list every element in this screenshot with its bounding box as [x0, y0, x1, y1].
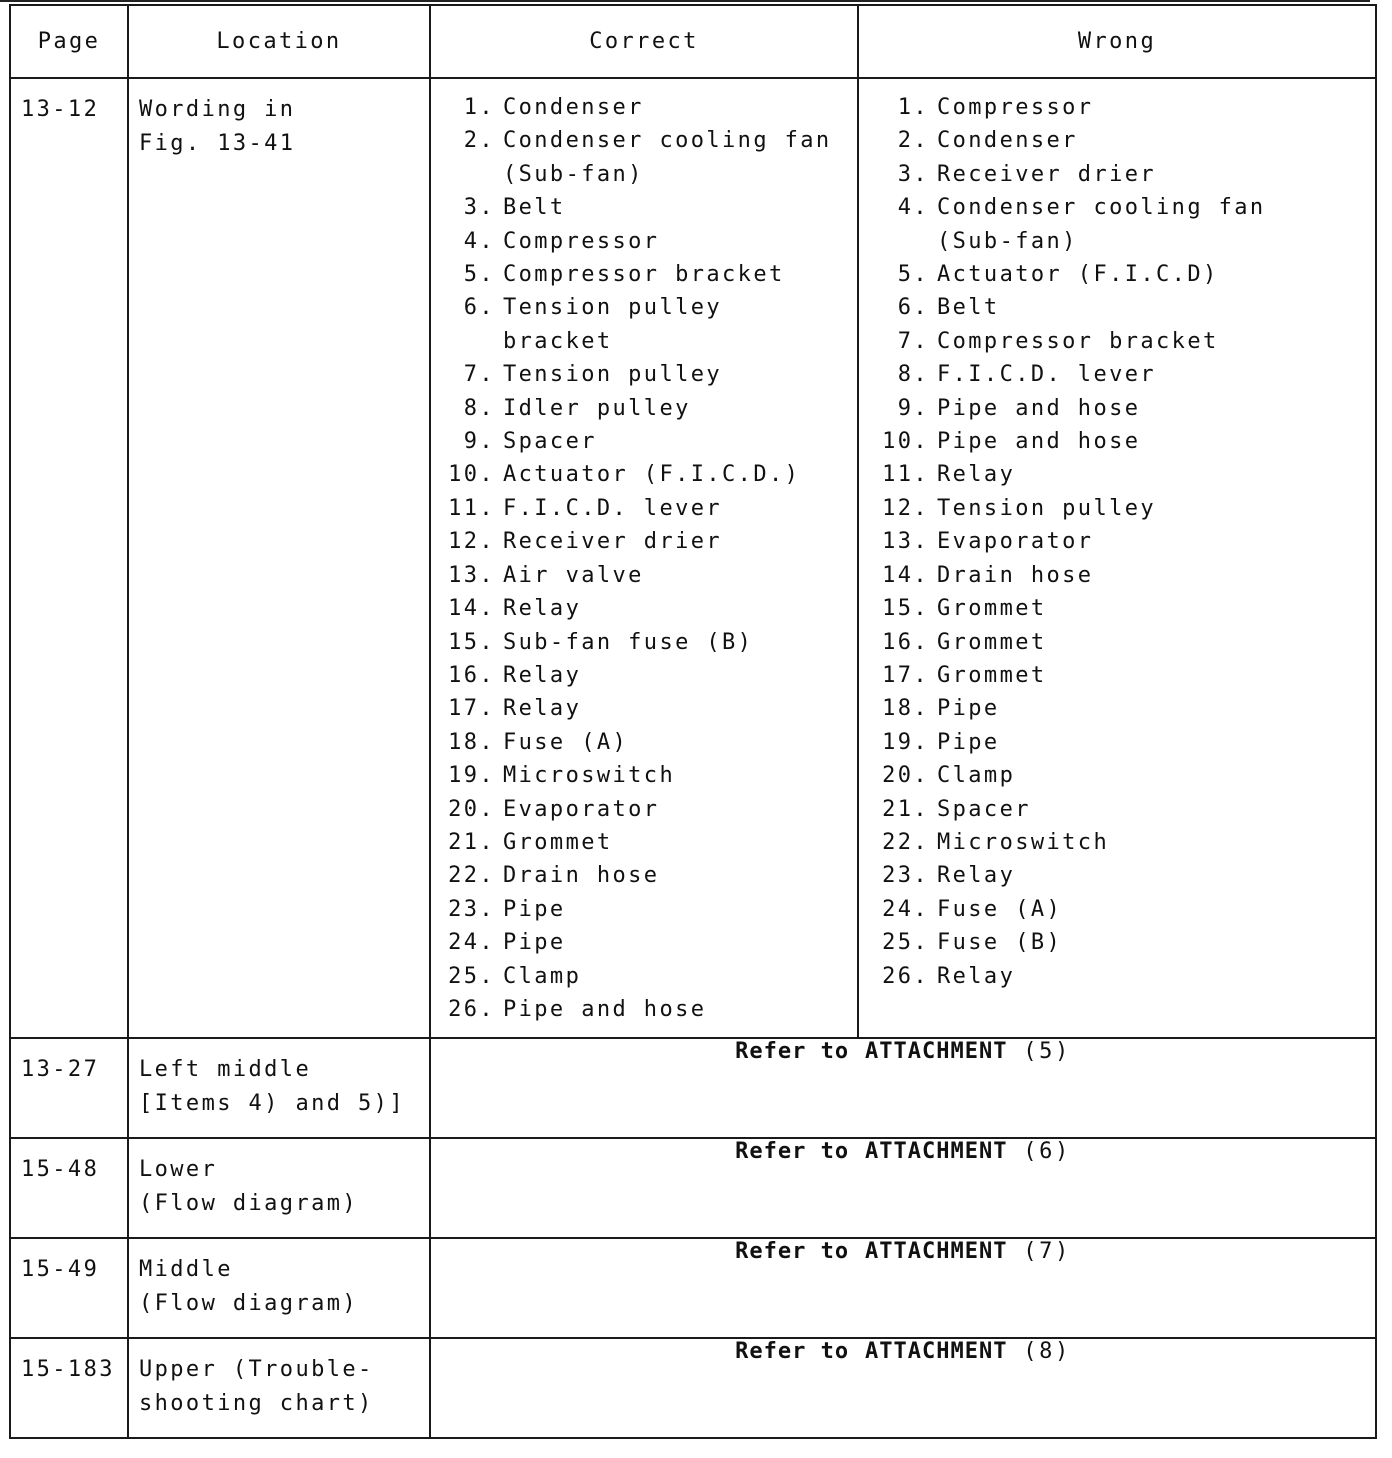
- correct-list-item: [431, 559, 857, 592]
- item-number: 1.: [463, 95, 495, 120]
- correct-list-item: [431, 225, 857, 258]
- item-number: 13.: [448, 562, 495, 588]
- header-page: Page: [10, 5, 128, 78]
- wrong-list-item: [859, 392, 1375, 425]
- page-number: 15-183: [21, 1357, 115, 1382]
- item-number: 20.: [448, 796, 495, 822]
- wrong-list-item: [859, 859, 1375, 892]
- item-text: Pipe and hose: [937, 395, 1141, 421]
- page-number: 15-49: [21, 1257, 100, 1282]
- attachment-number: (8): [1023, 1339, 1071, 1364]
- refer-to-text: Refer to: [735, 1239, 850, 1264]
- item-text: Pipe: [937, 729, 1000, 755]
- page-cell: [10, 78, 128, 1038]
- item-text: Fuse (A): [937, 896, 1063, 922]
- item-text: Clamp: [937, 763, 1016, 789]
- table-row: [10, 1138, 1376, 1238]
- item-number: 23.: [882, 863, 929, 889]
- refer-to-text: Refer to: [735, 1039, 850, 1064]
- header-location: Location: [128, 5, 430, 78]
- wrong-list-item: [859, 759, 1375, 792]
- item-number: 16.: [882, 629, 929, 655]
- page-cell: [10, 1238, 128, 1338]
- table-row: [10, 1238, 1376, 1338]
- location-text: Lower (Flow diagram): [139, 1157, 359, 1216]
- item-number: 6.: [897, 295, 929, 321]
- wrong-list-item: [859, 91, 1375, 124]
- item-text: Condenser: [937, 128, 1078, 154]
- header-row: [10, 5, 1376, 78]
- correct-list-item: [431, 425, 857, 458]
- item-text: Relay: [937, 462, 1016, 488]
- wrong-list-item: [859, 325, 1375, 358]
- item-number: 22.: [448, 863, 495, 889]
- header-wrong: Wrong: [858, 5, 1376, 78]
- item-text: Belt: [503, 195, 566, 221]
- item-number: 17.: [448, 696, 495, 722]
- item-text: Condenser: [503, 95, 644, 120]
- item-text: Air valve: [503, 562, 644, 588]
- location-text: Upper (Trouble- shooting chart): [139, 1357, 374, 1416]
- page-number: 13-27: [21, 1057, 100, 1082]
- item-number: 22.: [882, 829, 929, 855]
- item-number: 18.: [882, 696, 929, 722]
- item-text: Relay: [937, 863, 1016, 889]
- page-number: 13-12: [21, 97, 100, 122]
- refer-to-text: Refer to: [735, 1339, 850, 1364]
- item-text: Tension pulley: [503, 362, 723, 388]
- wrong-list-item: [859, 960, 1375, 993]
- correct-list-item: [431, 91, 857, 124]
- item-text: Compressor: [503, 228, 660, 254]
- item-text: Relay: [503, 696, 582, 722]
- attachment-number: (6): [1023, 1139, 1071, 1164]
- page-number: 15-48: [21, 1157, 100, 1182]
- item-number: 13.: [882, 529, 929, 555]
- item-text: Fuse (B): [937, 930, 1063, 956]
- correct-list-item: [431, 392, 857, 425]
- item-number: 3.: [463, 195, 495, 221]
- item-number: 24.: [448, 930, 495, 956]
- item-text: Microswitch: [937, 829, 1110, 855]
- reference-cell: [430, 1338, 1376, 1438]
- item-number: 9.: [897, 395, 929, 421]
- item-text: Belt: [937, 295, 1000, 321]
- wrong-list-item: [859, 492, 1375, 525]
- item-number: 4.: [463, 228, 495, 254]
- item-text: Drain hose: [503, 863, 660, 889]
- correct-list-item: [431, 592, 857, 625]
- header-correct: Correct: [430, 5, 858, 78]
- item-number: 2.: [463, 128, 495, 154]
- wrong-cell: [858, 78, 1376, 1038]
- correct-list-item: [431, 291, 857, 358]
- item-number: 8.: [897, 362, 929, 388]
- correct-list-item: [431, 993, 857, 1026]
- item-number: 26.: [448, 996, 495, 1022]
- correct-list-item: [431, 926, 857, 959]
- correct-list-item: [431, 492, 857, 525]
- item-number: 18.: [448, 729, 495, 755]
- correct-list-item: [431, 960, 857, 993]
- item-number: 3.: [897, 161, 929, 187]
- item-text: Clamp: [503, 963, 582, 989]
- item-number: 8.: [463, 395, 495, 421]
- correct-list-item: [431, 626, 857, 659]
- wrong-list-item: [859, 926, 1375, 959]
- reference-cell: [430, 1138, 1376, 1238]
- item-number: 5.: [897, 262, 929, 288]
- item-number: 14.: [448, 596, 495, 622]
- item-number: 15.: [448, 629, 495, 655]
- location-cell: [128, 1338, 430, 1438]
- attachment-number: (5): [1023, 1039, 1071, 1064]
- item-text: Tension pulley: [937, 495, 1157, 521]
- item-number: 12.: [882, 495, 929, 521]
- location-text: Wording in Fig. 13-41: [139, 97, 296, 156]
- correct-list-item: [431, 759, 857, 792]
- page-cell: [10, 1138, 128, 1238]
- item-number: 19.: [882, 729, 929, 755]
- correct-list-item: [431, 859, 857, 892]
- item-number: 5.: [463, 262, 495, 288]
- item-number: 10.: [882, 429, 929, 455]
- location-cell: [128, 78, 430, 1038]
- item-number: 2.: [897, 128, 929, 154]
- item-text: Pipe and hose: [503, 996, 707, 1022]
- item-number: 24.: [882, 896, 929, 922]
- item-text: Relay: [503, 596, 582, 622]
- reference-cell: [430, 1238, 1376, 1338]
- correct-list-item: [431, 893, 857, 926]
- item-text: Actuator (F.I.C.D): [937, 262, 1219, 288]
- correct-list-item: [431, 826, 857, 859]
- item-text: Receiver drier: [503, 529, 723, 555]
- errata-table: [9, 4, 1377, 1439]
- wrong-list-item: [859, 458, 1375, 491]
- wrong-list-item: [859, 626, 1375, 659]
- item-text: Sub-fan fuse (B): [503, 629, 754, 655]
- item-number: 14.: [882, 562, 929, 588]
- item-number: 11.: [448, 495, 495, 521]
- item-text: Grommet: [937, 596, 1047, 622]
- item-text: F.I.C.D. lever: [503, 495, 723, 521]
- item-text: Evaporator: [503, 796, 660, 822]
- item-text: Microswitch: [503, 763, 676, 789]
- page-cell: [10, 1338, 128, 1438]
- item-text: Condenser cooling fan (Sub-fan): [937, 195, 1266, 254]
- attachment-label: ATTACHMENT: [864, 1339, 1008, 1364]
- item-number: 19.: [448, 763, 495, 789]
- location-cell: [128, 1238, 430, 1338]
- item-number: 7.: [897, 328, 929, 354]
- wrong-list-item: [859, 592, 1375, 625]
- item-text: Grommet: [503, 829, 613, 855]
- table-row: [10, 1338, 1376, 1438]
- table-row: [10, 78, 1376, 1038]
- item-text: Pipe: [503, 896, 566, 922]
- wrong-list-item: [859, 726, 1375, 759]
- wrong-list-item: [859, 191, 1375, 258]
- correct-list-item: [431, 191, 857, 224]
- correct-list-item: [431, 358, 857, 391]
- attachment-label: ATTACHMENT: [864, 1239, 1008, 1264]
- correct-list-item: [431, 458, 857, 491]
- wrong-list-item: [859, 659, 1375, 692]
- item-text: Grommet: [937, 629, 1047, 655]
- correct-list-item: [431, 692, 857, 725]
- item-number: 10.: [448, 462, 495, 488]
- item-number: 17.: [882, 662, 929, 688]
- item-text: Fuse (A): [503, 729, 629, 755]
- item-number: 1.: [897, 95, 929, 120]
- item-text: Compressor bracket: [937, 328, 1219, 354]
- item-number: 25.: [448, 963, 495, 989]
- correct-list-item: [431, 659, 857, 692]
- item-text: Compressor: [937, 95, 1094, 120]
- item-text: Drain hose: [937, 562, 1094, 588]
- wrong-list-item: [859, 826, 1375, 859]
- wrong-list-item: [859, 358, 1375, 391]
- item-number: 7.: [463, 362, 495, 388]
- table-row: [10, 1038, 1376, 1138]
- item-number: 21.: [448, 829, 495, 855]
- item-text: Relay: [937, 963, 1016, 989]
- attachment-number: (7): [1023, 1239, 1071, 1264]
- correct-list-item: [431, 793, 857, 826]
- item-number: 6.: [463, 295, 495, 321]
- wrong-list-item: [859, 291, 1375, 324]
- correct-parts-list: [431, 79, 857, 1026]
- item-text: Spacer: [503, 429, 597, 455]
- wrong-list-item: [859, 893, 1375, 926]
- item-text: Actuator (F.I.C.D.): [503, 462, 801, 488]
- item-text: Pipe and hose: [937, 429, 1141, 455]
- wrong-parts-list: [859, 79, 1375, 993]
- item-number: 25.: [882, 930, 929, 956]
- attachment-label: ATTACHMENT: [864, 1039, 1008, 1064]
- item-number: 21.: [882, 796, 929, 822]
- item-text: Spacer: [937, 796, 1031, 822]
- item-number: 9.: [463, 429, 495, 455]
- item-text: Tension pulley bracket: [503, 295, 723, 354]
- location-text: Left middle [Items 4) and 5)]: [139, 1057, 405, 1116]
- item-text: Evaporator: [937, 529, 1094, 555]
- item-text: F.I.C.D. lever: [937, 362, 1157, 388]
- location-cell: [128, 1038, 430, 1138]
- item-text: Receiver drier: [937, 161, 1157, 187]
- correct-list-item: [431, 124, 857, 191]
- attachment-label: ATTACHMENT: [864, 1139, 1008, 1164]
- wrong-list-item: [859, 692, 1375, 725]
- item-number: 11.: [882, 462, 929, 488]
- item-text: Grommet: [937, 662, 1047, 688]
- wrong-list-item: [859, 258, 1375, 291]
- correct-list-item: [431, 726, 857, 759]
- wrong-list-item: [859, 793, 1375, 826]
- wrong-list-item: [859, 158, 1375, 191]
- item-number: 26.: [882, 963, 929, 989]
- wrong-list-item: [859, 525, 1375, 558]
- item-text: Compressor bracket: [503, 262, 785, 288]
- item-number: 20.: [882, 763, 929, 789]
- location-text: Middle (Flow diagram): [139, 1257, 359, 1316]
- item-text: Idler pulley: [503, 395, 691, 421]
- item-number: 15.: [882, 596, 929, 622]
- wrong-list-item: [859, 425, 1375, 458]
- item-text: Condenser cooling fan (Sub-fan): [503, 128, 832, 187]
- item-number: 16.: [448, 662, 495, 688]
- item-text: Relay: [503, 662, 582, 688]
- item-text: Pipe: [503, 930, 566, 956]
- page-cell: [10, 1038, 128, 1138]
- correct-list-item: [431, 525, 857, 558]
- refer-to-text: Refer to: [735, 1139, 850, 1164]
- top-rule: [0, 0, 1370, 2]
- item-text: Pipe: [937, 696, 1000, 722]
- item-number: 4.: [897, 195, 929, 221]
- wrong-list-item: [859, 124, 1375, 157]
- location-cell: [128, 1138, 430, 1238]
- reference-cell: [430, 1038, 1376, 1138]
- correct-list-item: [431, 258, 857, 291]
- correct-cell: [430, 78, 858, 1038]
- wrong-list-item: [859, 559, 1375, 592]
- item-number: 12.: [448, 529, 495, 555]
- item-number: 23.: [448, 896, 495, 922]
